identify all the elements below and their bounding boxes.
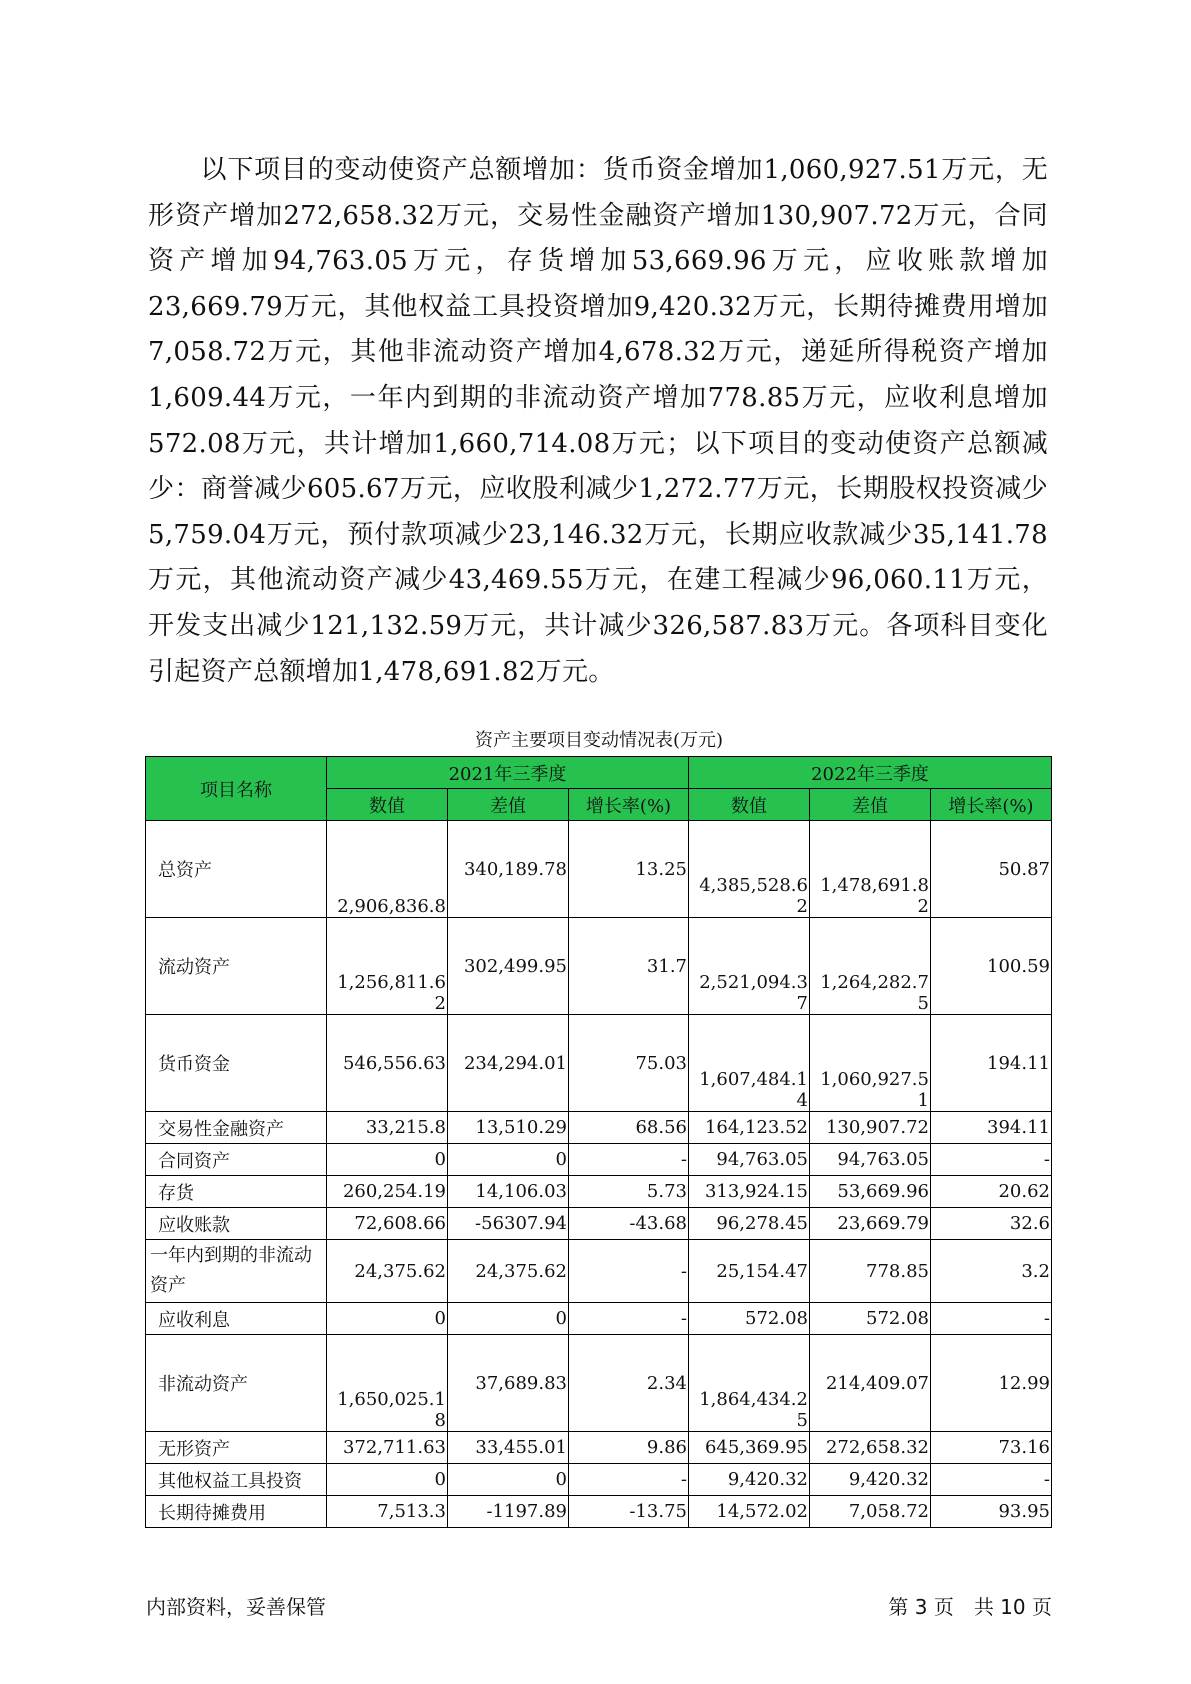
cell-value: 13.25 xyxy=(569,821,689,918)
row-name: 应收利息 xyxy=(146,1303,327,1335)
cell-value: -13.75 xyxy=(569,1496,689,1528)
cell-value: - xyxy=(569,1144,689,1176)
cell-value: - xyxy=(931,1464,1052,1496)
cell-value: 1,607,484.14 xyxy=(689,1015,810,1112)
cell-value: 234,294.01 xyxy=(448,1015,569,1112)
cell-value: 94,763.05 xyxy=(689,1144,810,1176)
header-diff-2021: 差值 xyxy=(448,789,569,821)
table-row xyxy=(146,1176,1052,1208)
cell-value: 0 xyxy=(327,1144,448,1176)
table-row xyxy=(146,1144,1052,1176)
cell-value: 3.2 xyxy=(931,1240,1052,1303)
header-diff-2022: 差值 xyxy=(810,789,931,821)
cell-value: 372,711.63 xyxy=(327,1432,448,1464)
cell-value: 53,669.96 xyxy=(810,1176,931,1208)
cell-value: 75.03 xyxy=(569,1015,689,1112)
table-row xyxy=(146,821,1052,918)
cell-value: 302,499.95 xyxy=(448,918,569,1015)
table-caption: 资产主要项目变动情况表(万元) xyxy=(474,730,724,751)
cell-value: 0 xyxy=(448,1464,569,1496)
cell-value: - xyxy=(931,1144,1052,1176)
cell-value: 1,478,691.82 xyxy=(810,821,931,918)
cell-value: 645,369.95 xyxy=(689,1432,810,1464)
cell-value: 7,513.3 xyxy=(327,1496,448,1528)
header-growth-2022: 增长率(%) xyxy=(931,789,1052,821)
row-name: 合同资产 xyxy=(146,1144,327,1176)
cell-value: 24,375.62 xyxy=(327,1240,448,1303)
table-row xyxy=(146,1240,1052,1303)
cell-value: - xyxy=(569,1240,689,1303)
row-name: 无形资产 xyxy=(146,1432,327,1464)
body-paragraph xyxy=(148,148,1048,695)
cell-value: 0 xyxy=(327,1303,448,1335)
cell-value: 214,409.07 xyxy=(810,1335,931,1432)
cell-value: 572.08 xyxy=(689,1303,810,1335)
header-growth-2021: 增长率(%) xyxy=(569,789,689,821)
cell-value: 130,907.72 xyxy=(810,1112,931,1144)
cell-value: 94,763.05 xyxy=(810,1144,931,1176)
cell-value: 1,264,282.75 xyxy=(810,918,931,1015)
table-row xyxy=(146,1464,1052,1496)
cell-value: 0 xyxy=(327,1464,448,1496)
footer-page-number: 第 3 页 共 10 页 xyxy=(888,1595,1052,1619)
cell-value: 164,123.52 xyxy=(689,1112,810,1144)
header-period-2022: 2022年三季度 xyxy=(689,757,1052,789)
row-name: 存货 xyxy=(146,1176,327,1208)
table-row xyxy=(146,1112,1052,1144)
cell-value: 5.73 xyxy=(569,1176,689,1208)
cell-value: 100.59 xyxy=(931,918,1052,1015)
cell-value: 96,278.45 xyxy=(689,1208,810,1240)
cell-value: 778.85 xyxy=(810,1240,931,1303)
cell-value: 260,254.19 xyxy=(327,1176,448,1208)
row-name: 货币资金 xyxy=(146,1015,327,1112)
row-name: 流动资产 xyxy=(146,918,327,1015)
cell-value: 1,864,434.25 xyxy=(689,1335,810,1432)
cell-value: 14,106.03 xyxy=(448,1176,569,1208)
table-row xyxy=(146,1335,1052,1432)
cell-value: 33,215.8 xyxy=(327,1112,448,1144)
cell-value: 272,658.32 xyxy=(810,1432,931,1464)
cell-value: 0 xyxy=(448,1303,569,1335)
cell-value: 9,420.32 xyxy=(810,1464,931,1496)
cell-value: 340,189.78 xyxy=(448,821,569,918)
row-name: 非流动资产 xyxy=(146,1335,327,1432)
row-name: 应收账款 xyxy=(146,1208,327,1240)
cell-value: 73.16 xyxy=(931,1432,1052,1464)
cell-value: 93.95 xyxy=(931,1496,1052,1528)
cell-value: 14,572.02 xyxy=(689,1496,810,1528)
cell-value: 32.6 xyxy=(931,1208,1052,1240)
header-period-2021: 2021年三季度 xyxy=(327,757,689,789)
header-value-2021: 数值 xyxy=(327,789,448,821)
cell-value: 31.7 xyxy=(569,918,689,1015)
table-row xyxy=(146,1496,1052,1528)
cell-value: 25,154.47 xyxy=(689,1240,810,1303)
cell-value: 1,650,025.18 xyxy=(327,1335,448,1432)
table-row xyxy=(146,1208,1052,1240)
cell-value: 546,556.63 xyxy=(327,1015,448,1112)
header-item-name: 项目名称 xyxy=(146,757,327,821)
cell-value: 2,906,836.8 xyxy=(327,821,448,918)
paragraph-text: 以下项目的变动使资产总额增加：货币资金增加1,060,927.51万元，无形资产增加272,658.32万元，交易性金融资产增加130,907.72万元，合同资产增加94,763.05万元，存货增加53,669.96万元，应收账款增加23,669.79万元，其他权益工具投资增加9,420.32万元，长期待摊费用增加7,058.72万元，其他非流动资产增加4,678.32万元，递延所得税资产增加1,609.44万元，一年内到期的非流动资产增加778.85万元，应收利息增加572.08万元，共计增加1,660,714.08万元；以下项目的变动使资产总额减少：商誉减少605.67万元，应收股利减少1,272.77万元，长期股权投资减少5,759.04万元，预付款项减少23,146.32万元，长期应收款减少35,141.78万元，其他流动资产减少43,469.55万元，在建工程减少96,060.11万元，开发支出减少121,132.59万元，共计减少326,587.83万元。各项科目变化引起资产总额增加1,478,691.82万元。 xyxy=(148,155,1048,687)
table-row xyxy=(146,1432,1052,1464)
row-name: 总资产 xyxy=(146,821,327,918)
cell-value: 12.99 xyxy=(931,1335,1052,1432)
cell-value: - xyxy=(931,1303,1052,1335)
cell-value: 313,924.15 xyxy=(689,1176,810,1208)
cell-value: 37,689.83 xyxy=(448,1335,569,1432)
cell-value: 0 xyxy=(448,1144,569,1176)
cell-value: 1,060,927.51 xyxy=(810,1015,931,1112)
table-row xyxy=(146,1015,1052,1112)
header-value-2022: 数值 xyxy=(689,789,810,821)
cell-value: 2,521,094.37 xyxy=(689,918,810,1015)
assets-change-table xyxy=(145,756,1052,1528)
row-name: 长期待摊费用 xyxy=(146,1496,327,1528)
footer-confidential-note: 内部资料，妥善保管 xyxy=(146,1595,326,1619)
cell-value: 23,669.79 xyxy=(810,1208,931,1240)
cell-value: 50.87 xyxy=(931,821,1052,918)
cell-value: 2.34 xyxy=(569,1335,689,1432)
cell-value: -56307.94 xyxy=(448,1208,569,1240)
cell-value: 7,058.72 xyxy=(810,1496,931,1528)
cell-value: - xyxy=(569,1464,689,1496)
cell-value: 13,510.29 xyxy=(448,1112,569,1144)
cell-value: 33,455.01 xyxy=(448,1432,569,1464)
cell-value: 9,420.32 xyxy=(689,1464,810,1496)
cell-value: 572.08 xyxy=(810,1303,931,1335)
cell-value: - xyxy=(569,1303,689,1335)
cell-value: 72,608.66 xyxy=(327,1208,448,1240)
table-row xyxy=(146,1303,1052,1335)
cell-value: -1197.89 xyxy=(448,1496,569,1528)
row-name: 其他权益工具投资 xyxy=(146,1464,327,1496)
cell-value: 9.86 xyxy=(569,1432,689,1464)
cell-value: 194.11 xyxy=(931,1015,1052,1112)
cell-value: 68.56 xyxy=(569,1112,689,1144)
cell-value: 20.62 xyxy=(931,1176,1052,1208)
cell-value: -43.68 xyxy=(569,1208,689,1240)
cell-value: 394.11 xyxy=(931,1112,1052,1144)
table-row xyxy=(146,918,1052,1015)
cell-value: 24,375.62 xyxy=(448,1240,569,1303)
cell-value: 4,385,528.62 xyxy=(689,821,810,918)
row-name: 交易性金融资产 xyxy=(146,1112,327,1144)
row-name: 一年内到期的非流动资产 xyxy=(146,1240,327,1303)
cell-value: 1,256,811.62 xyxy=(327,918,448,1015)
